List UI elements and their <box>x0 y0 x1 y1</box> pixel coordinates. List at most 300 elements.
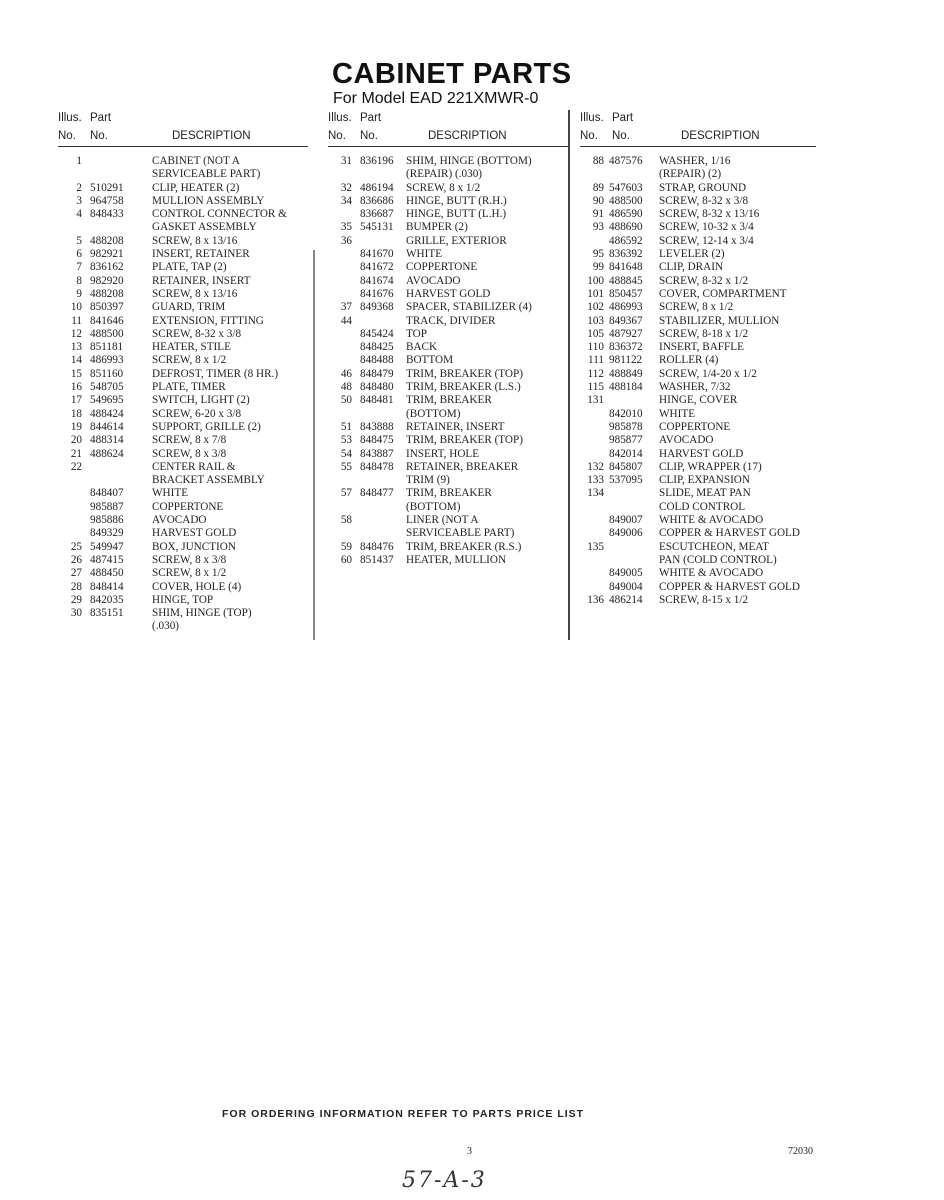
illus-number: 36 <box>340 234 352 247</box>
header-label: No. <box>328 130 346 142</box>
parts-row <box>58 501 308 514</box>
description: SCREW, 8 x 1/2 <box>659 301 734 314</box>
part-number: 486993 <box>90 354 124 367</box>
parts-row <box>58 354 308 367</box>
description: TRIM, BREAKER (R.S.) <box>406 540 522 553</box>
part-number: 845807 <box>609 460 643 473</box>
illus-number: 29 <box>70 593 82 606</box>
description: SCREW, 8 x 1/2 <box>152 567 227 580</box>
part-number: 848407 <box>90 487 124 500</box>
header-label: No. <box>360 130 378 142</box>
parts-row <box>328 541 568 554</box>
column-divider <box>568 110 570 640</box>
description: STRAP, GROUND <box>659 181 747 194</box>
part-number: 849005 <box>609 567 643 580</box>
part-number: 842014 <box>609 447 643 460</box>
illus-number: 6 <box>76 248 82 261</box>
illus-number: 60 <box>340 553 352 566</box>
part-number: 851160 <box>90 367 124 380</box>
description: WASHER, 7/32 <box>659 381 731 394</box>
description: TRIM, BREAKER (L.S.) <box>406 381 521 394</box>
parts-row <box>580 315 816 328</box>
illus-number: 102 <box>587 301 604 314</box>
description: HINGE, TOP <box>152 593 214 606</box>
parts-row <box>328 368 568 381</box>
description: (BOTTOM) <box>406 500 461 513</box>
part-number: 850397 <box>90 301 124 314</box>
part-number: 842010 <box>609 407 643 420</box>
description: SCREW, 12-14 x 3/4 <box>659 234 754 247</box>
part-number: 848476 <box>360 540 394 553</box>
handwritten-note: 57-A-3 <box>402 1168 487 1193</box>
description: RETAINER, INSERT <box>152 274 251 287</box>
illus-number: 48 <box>340 381 352 394</box>
parts-row <box>328 315 568 328</box>
parts-row <box>58 487 308 500</box>
description: ROLLER (4) <box>659 354 719 367</box>
description: TRACK, DIVIDER <box>406 314 496 327</box>
description: BOX, JUNCTION <box>152 540 236 553</box>
illus-number: 31 <box>340 155 352 167</box>
illus-number: 46 <box>340 367 352 380</box>
parts-row <box>580 514 816 527</box>
parts-row <box>580 381 816 394</box>
description: CLIP, DRAIN <box>659 261 724 274</box>
parts-row <box>580 368 816 381</box>
parts-row <box>58 275 308 288</box>
description: BOTTOM <box>406 354 454 367</box>
description: SCREW, 8-32 x 3/8 <box>152 327 242 340</box>
description: INSERT, HOLE <box>406 447 480 460</box>
column-header <box>328 112 568 147</box>
part-number: 488849 <box>609 367 643 380</box>
part-number: 836687 <box>360 208 394 221</box>
parts-row <box>328 421 568 434</box>
description: (REPAIR) (.030) <box>406 168 483 181</box>
description: TRIM, BREAKER (TOP) <box>406 434 523 447</box>
parts-row <box>580 182 816 195</box>
description: DEFROST, TIMER (8 HR.) <box>152 367 279 380</box>
parts-row <box>58 594 308 607</box>
part-number: 488624 <box>90 447 124 460</box>
illus-number: 9 <box>76 287 82 300</box>
parts-row <box>58 434 308 447</box>
parts-row <box>58 315 308 328</box>
parts-row <box>328 155 568 168</box>
description: COPPERTONE <box>152 500 224 513</box>
parts-row <box>580 487 816 500</box>
description: LEVELER (2) <box>659 248 725 261</box>
parts-row <box>580 527 816 540</box>
illus-number: 133 <box>587 474 604 487</box>
part-number: 486590 <box>609 208 643 221</box>
illus-number: 20 <box>70 434 82 447</box>
illus-number: 35 <box>340 221 352 234</box>
illus-number: 4 <box>76 208 82 221</box>
description: (.030) <box>152 620 180 633</box>
description: SCREW, 8-32 x 1/2 <box>659 274 749 287</box>
part-number: 487576 <box>609 155 643 167</box>
parts-row <box>328 514 568 527</box>
illus-number: 105 <box>587 327 604 340</box>
description: BRACKET ASSEMBLY <box>152 474 265 487</box>
description: HARVEST GOLD <box>406 287 491 300</box>
part-number: 488314 <box>90 434 124 447</box>
illus-number: 10 <box>70 301 82 314</box>
description: BUMPER (2) <box>406 221 468 234</box>
parts-row <box>58 448 308 461</box>
parts-row <box>580 581 816 594</box>
description: SCREW, 10-32 x 3/4 <box>659 221 754 234</box>
parts-row <box>328 248 568 261</box>
part-number: 545131 <box>360 221 394 234</box>
part-number: 845424 <box>360 327 394 340</box>
description: SCREW, 8 x 1/2 <box>152 354 227 367</box>
illus-number: 99 <box>592 261 604 274</box>
description: TRIM, BREAKER (TOP) <box>406 367 523 380</box>
parts-row <box>58 341 308 354</box>
part-number: 488690 <box>609 221 643 234</box>
part-number: 849007 <box>609 514 643 527</box>
part-number: 848433 <box>90 208 124 221</box>
description: (REPAIR) (2) <box>659 168 722 181</box>
illus-number: 17 <box>70 394 82 407</box>
part-number: 981122 <box>609 354 643 367</box>
part-number: 848475 <box>360 434 394 447</box>
description: WHITE <box>406 248 443 261</box>
description: HEATER, MULLION <box>406 553 507 566</box>
part-number: 964758 <box>90 194 124 207</box>
description: SHIM, HINGE (TOP) <box>152 607 252 620</box>
part-number: 849006 <box>609 527 643 540</box>
description: SCREW, 8-15 x 1/2 <box>659 593 749 606</box>
parts-row <box>580 155 816 168</box>
part-number: 486214 <box>609 593 643 606</box>
illus-number: 13 <box>70 341 82 354</box>
parts-row <box>580 448 816 461</box>
part-number: 835151 <box>90 607 124 620</box>
part-number: 547603 <box>609 181 643 194</box>
column-divider <box>313 250 315 640</box>
parts-row <box>580 235 816 248</box>
description: INSERT, BAFFLE <box>659 341 744 354</box>
illus-number: 25 <box>70 540 82 553</box>
part-number: 848480 <box>360 381 394 394</box>
illus-number: 21 <box>70 447 82 460</box>
header-label: No. <box>90 130 108 142</box>
description: RETAINER, BREAKER <box>406 460 519 473</box>
description: EXTENSION, FITTING <box>152 314 264 327</box>
header-label: DESCRIPTION <box>172 130 251 142</box>
parts-row <box>58 421 308 434</box>
parts-row <box>580 301 816 314</box>
part-number: 841646 <box>90 314 124 327</box>
part-number: 487927 <box>609 327 643 340</box>
description: HEATER, STILE <box>152 341 231 354</box>
description: SERVICEABLE PART) <box>152 168 261 181</box>
description: INSERT, RETAINER <box>152 248 250 261</box>
parts-row <box>580 261 816 274</box>
description: CLIP, HEATER (2) <box>152 181 240 194</box>
part-number: 848478 <box>360 460 394 473</box>
parts-column-2 <box>328 112 568 567</box>
parts-row <box>580 408 816 421</box>
part-number: 844614 <box>90 420 124 433</box>
description: HARVEST GOLD <box>152 527 237 540</box>
parts-row <box>580 421 816 434</box>
part-number: 851181 <box>90 341 124 354</box>
parts-row <box>328 487 568 500</box>
description: CENTER RAIL & <box>152 460 236 473</box>
column-header <box>58 112 308 147</box>
part-number: 488208 <box>90 234 124 247</box>
description: HARVEST GOLD <box>659 447 744 460</box>
part-number: 836372 <box>609 341 643 354</box>
illus-number: 11 <box>71 314 82 327</box>
parts-row <box>58 248 308 261</box>
header-label: DESCRIPTION <box>681 130 760 142</box>
parts-row <box>580 275 816 288</box>
illus-number: 100 <box>587 274 604 287</box>
parts-row <box>580 461 816 474</box>
illus-number: 53 <box>340 434 352 447</box>
header-label: Part <box>360 112 382 124</box>
parts-row <box>58 581 308 594</box>
parts-row <box>328 168 568 181</box>
description: TRIM, BREAKER <box>406 394 492 407</box>
parts-row <box>328 527 568 540</box>
parts-row <box>58 394 308 407</box>
part-number: 843887 <box>360 447 394 460</box>
parts-row <box>328 221 568 234</box>
illus-number: 5 <box>76 234 82 247</box>
parts-row <box>58 554 308 567</box>
parts-row <box>58 461 308 474</box>
illus-number: 28 <box>70 580 82 593</box>
part-number: 836686 <box>360 194 394 207</box>
parts-row <box>580 594 816 607</box>
description: MULLION ASSEMBLY <box>152 194 265 207</box>
description: WHITE <box>659 407 696 420</box>
illus-number: 89 <box>592 181 604 194</box>
illus-number: 55 <box>340 460 352 473</box>
description: COPPER & HARVEST GOLD <box>659 580 800 593</box>
parts-row <box>58 368 308 381</box>
description: WHITE & AVOCADO <box>659 514 764 527</box>
header-label: Part <box>612 112 634 124</box>
part-number: 843888 <box>360 420 394 433</box>
part-number: 841648 <box>609 261 643 274</box>
parts-row <box>328 448 568 461</box>
illus-number: 2 <box>76 181 82 194</box>
parts-row <box>58 221 308 234</box>
description: SCREW, 8 x 1/2 <box>406 181 481 194</box>
parts-row <box>328 208 568 221</box>
parts-row <box>328 394 568 407</box>
description: COVER, COMPARTMENT <box>659 287 787 300</box>
description: SHIM, HINGE (BOTTOM) <box>406 155 532 167</box>
illus-number: 22 <box>70 460 82 473</box>
illus-number: 110 <box>587 341 604 354</box>
parts-row <box>58 261 308 274</box>
illus-number: 101 <box>587 287 604 300</box>
parts-row <box>580 328 816 341</box>
ordering-note: FOR ORDERING INFORMATION REFER TO PARTS PRICE LIST <box>222 1108 585 1120</box>
parts-row <box>580 434 816 447</box>
column-header <box>580 112 816 147</box>
part-number: 849004 <box>609 580 643 593</box>
part-number: 488184 <box>609 381 643 394</box>
description: GUARD, TRIM <box>152 301 226 314</box>
part-number: 848425 <box>360 341 394 354</box>
parts-row <box>328 261 568 274</box>
illus-number: 51 <box>340 420 352 433</box>
parts-row <box>328 288 568 301</box>
part-number: 851437 <box>360 553 394 566</box>
illus-number: 58 <box>340 514 352 527</box>
parts-row <box>328 341 568 354</box>
illus-number: 26 <box>70 553 82 566</box>
header-label: Illus. <box>58 112 82 124</box>
part-number: 982921 <box>90 248 124 261</box>
description: AVOCADO <box>659 434 714 447</box>
illus-number: 135 <box>587 540 604 553</box>
description: SWITCH, LIGHT (2) <box>152 394 250 407</box>
parts-row <box>580 567 816 580</box>
parts-row <box>58 541 308 554</box>
parts-row <box>580 354 816 367</box>
illus-number: 88 <box>592 155 604 167</box>
header-label: DESCRIPTION <box>428 130 507 142</box>
page-title: CABINET PARTS <box>332 58 572 90</box>
parts-row <box>328 275 568 288</box>
part-number: 836162 <box>90 261 124 274</box>
part-number: 548705 <box>90 381 124 394</box>
description: BACK <box>406 341 438 354</box>
parts-row <box>580 501 816 514</box>
part-number: 488845 <box>609 274 643 287</box>
illus-number: 14 <box>70 354 82 367</box>
part-number: 841674 <box>360 274 394 287</box>
description: PLATE, TAP (2) <box>152 261 227 274</box>
parts-row <box>58 607 308 620</box>
parts-row <box>328 408 568 421</box>
parts-column-3 <box>580 112 816 607</box>
description: SCREW, 6-20 x 3/8 <box>152 407 242 420</box>
description: COLD CONTROL <box>659 500 746 513</box>
part-number: 486993 <box>609 301 643 314</box>
description: SCREW, 1/4-20 x 1/2 <box>659 367 757 380</box>
model-subtitle: For Model EAD 221XMWR-0 <box>333 90 539 107</box>
illus-number: 136 <box>587 593 604 606</box>
description: AVOCADO <box>152 514 207 527</box>
part-number: 849368 <box>360 301 394 314</box>
part-number: 488450 <box>90 567 124 580</box>
part-number: 488208 <box>90 287 124 300</box>
description: PAN (COLD CONTROL) <box>659 553 777 566</box>
description: SCREW, 8-32 x 13/16 <box>659 208 760 221</box>
description: CONTROL CONNECTOR & <box>152 208 287 221</box>
parts-row <box>580 474 816 487</box>
part-number: 488424 <box>90 407 124 420</box>
illus-number: 131 <box>587 394 604 407</box>
parts-row <box>328 235 568 248</box>
parts-row <box>328 328 568 341</box>
illus-number: 7 <box>76 261 82 274</box>
illus-number: 30 <box>70 607 82 620</box>
description: LINER (NOT A <box>406 514 479 527</box>
part-number: 848414 <box>90 580 124 593</box>
parts-row <box>58 208 308 221</box>
part-number: 537095 <box>609 474 643 487</box>
illus-number: 134 <box>587 487 604 500</box>
illus-number: 57 <box>340 487 352 500</box>
description: TRIM (9) <box>406 474 450 487</box>
description: SCREW, 8 x 13/16 <box>152 234 238 247</box>
document-code: 72030 <box>788 1146 813 1157</box>
parts-row <box>58 195 308 208</box>
parts-column-1 <box>58 112 308 634</box>
parts-row <box>580 221 816 234</box>
parts-row <box>58 155 308 168</box>
illus-number: 44 <box>340 314 352 327</box>
part-number: 848481 <box>360 394 394 407</box>
illus-number: 1 <box>76 155 82 167</box>
part-number: 985887 <box>90 500 124 513</box>
parts-row <box>328 195 568 208</box>
header-label: No. <box>580 130 598 142</box>
page-number: 3 <box>467 1146 472 1157</box>
part-number: 985877 <box>609 434 643 447</box>
parts-row <box>58 288 308 301</box>
description: WASHER, 1/16 <box>659 155 731 167</box>
part-number: 549947 <box>90 540 124 553</box>
part-number: 848477 <box>360 487 394 500</box>
description: ESCUTCHEON, MEAT <box>659 540 770 553</box>
part-number: 549695 <box>90 394 124 407</box>
parts-row <box>580 248 816 261</box>
description: SCREW, 8 x 3/8 <box>152 553 227 566</box>
parts-row <box>58 182 308 195</box>
description: WHITE & AVOCADO <box>659 567 764 580</box>
description: AVOCADO <box>406 274 461 287</box>
part-number: 848488 <box>360 354 394 367</box>
parts-row <box>58 235 308 248</box>
parts-row <box>58 408 308 421</box>
part-number: 841676 <box>360 287 394 300</box>
illus-number: 95 <box>592 248 604 261</box>
illus-number: 112 <box>587 367 604 380</box>
parts-row <box>580 168 816 181</box>
parts-row <box>580 195 816 208</box>
description: COVER, HOLE (4) <box>152 580 242 593</box>
illus-number: 19 <box>70 420 82 433</box>
illus-number: 132 <box>587 460 604 473</box>
description: STABILIZER, MULLION <box>659 314 780 327</box>
illus-number: 3 <box>76 194 82 207</box>
illus-number: 34 <box>340 194 352 207</box>
description: TRIM, BREAKER <box>406 487 492 500</box>
description: COPPERTONE <box>406 261 478 274</box>
description: SPACER, STABILIZER (4) <box>406 301 532 314</box>
parts-row <box>58 620 308 633</box>
description: SCREW, 8 x 3/8 <box>152 447 227 460</box>
parts-row <box>580 208 816 221</box>
illus-number: 90 <box>592 194 604 207</box>
parts-row <box>580 394 816 407</box>
parts-row <box>580 288 816 301</box>
parts-row <box>58 527 308 540</box>
